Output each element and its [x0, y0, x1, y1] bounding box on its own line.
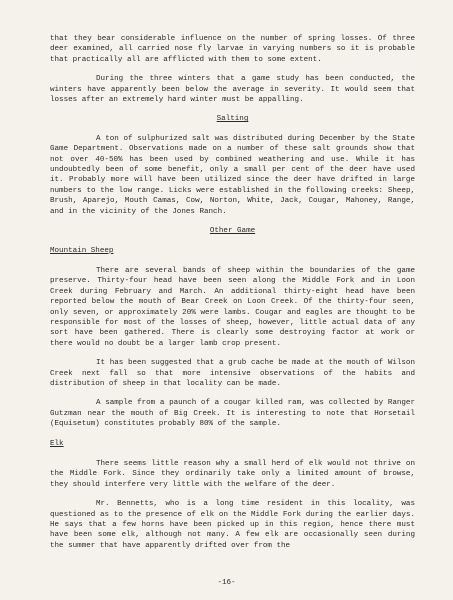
page-number: -16- — [217, 579, 236, 587]
paragraph-sheep-bands: There are several bands of sheep within the boundaries of the game preserve. Thirty-four head have been seen along the Middle Fork and in Loon Creek during February and March. An additional thirty-eight head have been reported below the mouth of Bear Creek on Loon Creek. Of the thirty-four seen, only seven, or approximately 20% were lambs. Cougar and eagles are thought to be responsible for most of the losses of sheep, however, little actual data of any sort have been gathered. There is clearly some destroying factor at work or there would no doubt be a larger lamb crop present. — [50, 266, 415, 348]
paragraph-paunch-sample: A sample from a paunch of a cougar killed ram, was collected by Ranger Gutzman near the mouth of Big Creek. It is interesting to note that Horsetail (Equisetum) constitutes probably 80% of the sample. — [50, 399, 415, 429]
heading-mountain-sheep: Mountain Sheep — [50, 246, 114, 255]
heading-salting: Salting — [216, 115, 249, 124]
paragraph-nose-fly: that they bear considerable influence on the number of spring losses. Of three deer examined, all carried nose fly larvae in varying numbers so it is probable that practically all are afflicted with them to some extent. — [50, 35, 415, 64]
paragraph-bennetts: Mr. Bennetts, who is a long time resident in this locality, was questioned as to the presence of elk on the Middle Fork during the earlier days. He says that a few horns have been picked up in this region, hence there must have been some elk, although not many. A few elk are occasionally seen during the summer that have apparently drifted over from the — [50, 500, 415, 550]
heading-elk: Elk — [50, 439, 64, 448]
paragraph-elk-herd: There seems little reason why a small herd of elk would not thrive on the Middle Fork. Since they ordinarily take only a limited amount of browse, they should interfere very little with the welfare of the deer. — [50, 460, 415, 489]
paragraph-grub-cache: It has been suggested that a grub cache be made at the mouth of Wilson Creek next fall so that more intensive observations of the habits and distribution of sheep in that locality can be made. — [50, 359, 415, 388]
paragraph-salt: A ton of sulphurized salt was distributed during December by the State Game Department. Observations made on a number of these salt grounds show that not over 40-50% has been used by combined weathering and use. While it has undoubtedly been of some benefit, only a small per cent of the deer have used it. Probably more will have been utilized since the deer have drifted in large numbers to the low range. Licks were established in the following creeks: Sheep, Brush, Aparejo, Mouth Camas, Cow, Norton, White, Jack, Cougar, Mahoney, Range, and in the vicinity of the Jones Ranch. — [50, 134, 415, 216]
heading-other-game: Other Game — [209, 227, 256, 236]
paragraph-winters: During the three winters that a game study has been conducted, the winters have apparently been below the average in severity. It would seem that losses after an extremely hard winter must be appalling. — [50, 75, 415, 105]
